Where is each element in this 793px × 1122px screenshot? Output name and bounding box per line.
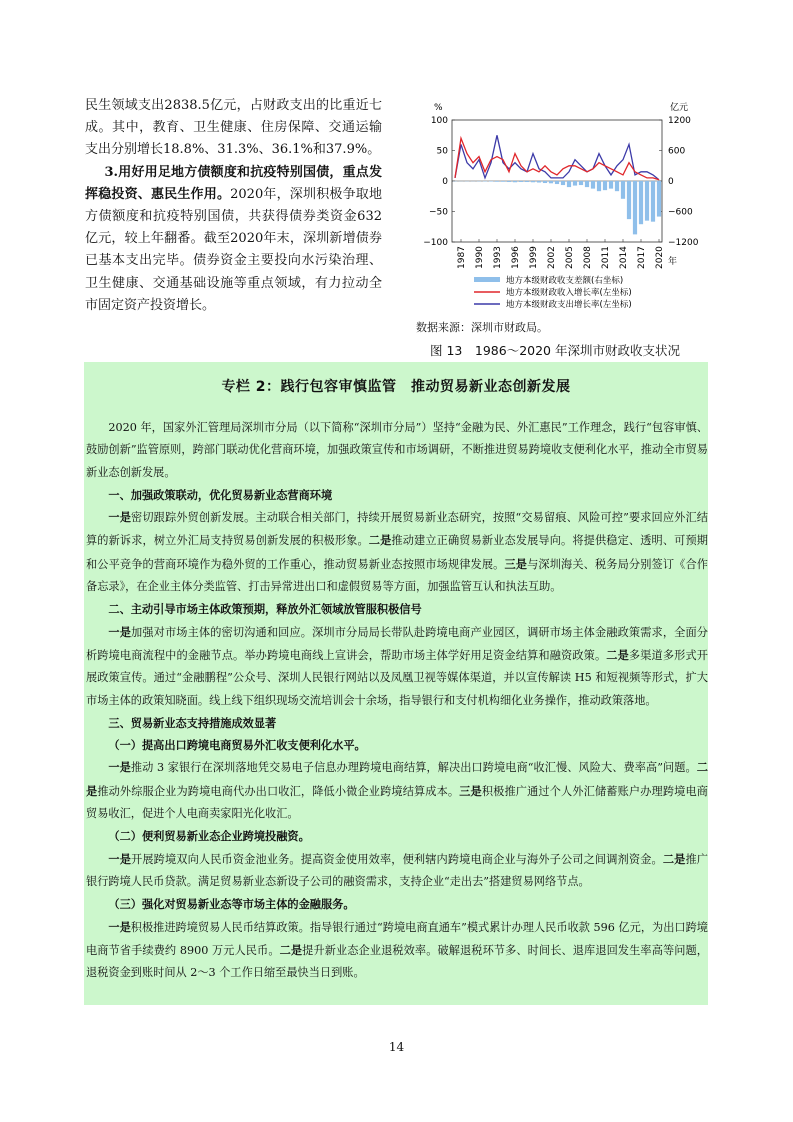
section-heading-2: 二、主动引导市场主体政策预期，释放外汇领域放管服积极信号 (108, 602, 422, 617)
bar-balance (513, 181, 517, 182)
column-intro: 2020 年，国家外汇管理局深圳市分局（以下简称“深圳市分局”）坚持“金融为民、外汇惠民”工作理念，践行“包容审慎、鼓励创新”监管原则，跨部门联动优化营商环境，加强政策宣传和市场调研，不断推进贸易跨境收支便利化水平，推动全市贸易新业态创新发展。 (86, 421, 708, 479)
subsection-3-paragraph (86, 916, 708, 985)
item-marker: 一是 (108, 919, 131, 934)
bar-balance (627, 181, 631, 219)
legend-swatch-bar (474, 277, 500, 282)
bar-balance (537, 181, 541, 183)
bar-balance (561, 181, 565, 185)
legend-label: 地方本级财政收入增长率(左坐标) (506, 288, 632, 298)
left-tick-label: 0 (442, 177, 448, 187)
bar-balance (657, 181, 661, 217)
subsection-heading-1: （一）提高出口跨境电商贸易外汇收支便利化水平。 (108, 738, 366, 753)
chart-bars (453, 181, 661, 234)
legend-label: 地方本级财政支出增长率(左坐标) (506, 300, 632, 310)
item-marker: 一是 (108, 510, 132, 525)
bar-balance (489, 181, 493, 182)
chart-legend (474, 275, 632, 310)
bar-balance (651, 181, 655, 222)
bar-balance (531, 181, 535, 182)
left-tick-label: −50 (429, 207, 448, 218)
section-2-paragraph (86, 621, 708, 712)
item-marker: 二是 (606, 647, 629, 662)
paragraph-local-bonds (85, 162, 382, 317)
right-axis-unit: 亿元 (670, 103, 689, 113)
subsection-1-paragraph (86, 756, 708, 825)
subsection-heading-2: （二）便利贸易新业态企业跨境投融资。 (108, 829, 310, 844)
line-expenditure-growth (455, 135, 659, 180)
item-text: 加强对市场主体的密切沟通和回应。深圳市分局局长带队赴跨境电商产业园区，调研市场主体金融政策需求，全面分析跨境电商流程中的金融节点。举办跨境电商线上宣讲会，帮助市场主体学好用足资金结算和融资政策。 (86, 625, 708, 662)
item-text: 与深圳海关、税务局分别签订《合作备忘录》，在企业主体分类监管、打击异常进出口和虚假贸易等方面，加强监管互认和执法互助。 (86, 557, 708, 594)
item-text: 提升新业态企业退税效率。破解退税环节多、时间长、退库退回发生率高等问题，退税资金到账时间从 2～3 个工作日缩至最快当日到账。 (86, 943, 708, 980)
item-marker: 三是 (504, 556, 528, 571)
bar-balance (615, 181, 619, 191)
bar-balance (597, 181, 601, 191)
item-text: 密切跟踪外贸创新发展。主动联合相关部门，持续开展贸易新业态研究，按照“交易留痕、风险可控”要求回应外汇结算的新诉求，树立外汇局支持贸易创新发展的积极形象。 (86, 511, 708, 548)
right-tick-label: −600 (668, 207, 693, 218)
x-tick-label: 2005 (565, 246, 575, 269)
section-heading-3: 三、贸易新业态支持措施成效显著 (108, 715, 277, 730)
bar-balance (507, 181, 511, 182)
page-number: 14 (388, 1040, 405, 1054)
left-tick-label: −100 (423, 238, 448, 248)
column-box (84, 362, 708, 1005)
bar-balance (501, 181, 505, 182)
bar-balance (573, 181, 577, 186)
column-title: 专栏 2：践行包容审慎监管 推动贸易新业态创新发展 (221, 379, 571, 395)
x-tick-label: 2002 (547, 246, 557, 269)
section-1-paragraph (86, 506, 708, 598)
x-tick-label: 1999 (529, 246, 539, 269)
bar-balance (495, 181, 499, 182)
left-tick-label: 50 (436, 146, 448, 157)
section-heading-1: 一、加强政策联动，优化贸易新业态营商环境 (108, 487, 333, 502)
bar-balance (621, 181, 625, 199)
x-tick-label: 1993 (493, 246, 503, 269)
right-tick-label: 1200 (668, 116, 691, 126)
item-marker: 一是 (108, 851, 132, 866)
item-marker: 一是 (108, 760, 131, 775)
left-tick-label: 100 (430, 116, 448, 126)
subsection-heading-3: （三）强化对贸易新业态等市场主体的金融服务。 (108, 897, 355, 912)
x-tick-label: 2014 (619, 246, 629, 269)
bar-balance (585, 181, 589, 187)
chart-labels (423, 101, 698, 269)
x-tick-label: 2020 (655, 246, 665, 269)
subsection-2-paragraph (86, 848, 708, 894)
bar-balance (525, 181, 529, 182)
bar-balance (567, 181, 571, 187)
bond-heading: 3.用好用足地方债额度和抗疫特别国债，重点发挥稳投资、惠民生作用。 (85, 164, 382, 202)
x-tick-label: 2011 (601, 246, 611, 269)
item-marker: 二是 (279, 942, 303, 957)
bar-balance (555, 181, 559, 184)
figure-source: 数据来源：深圳市财政局。 (416, 321, 548, 334)
bar-balance (639, 181, 643, 224)
figure-caption: 图 13 1986～2020 年深圳市财政收支状况 (430, 343, 680, 358)
x-tick-label: 2008 (583, 246, 593, 269)
item-marker: 二是 (662, 851, 686, 866)
bar-balance (579, 181, 583, 185)
item-text: 积极推进跨境贸易人民币结算政策。指导银行通过“跨境电商直通车”模式累计办理人民币收款 596 亿元，为出口跨境电商节省手续费约 8900 万元人民币。 (86, 920, 708, 957)
item-text: 推动 3 家银行在深圳落地凭交易电子信息办理跨境电商结算，解决出口跨境电商“收汇慢、风险大、费率高”问题。 (130, 761, 697, 775)
column-body (86, 417, 708, 984)
item-text: 推动建立正确贸易新业态发展导向。将提供稳定、透明、可预期和公平竞争的营商环境作为稳外贸的工作重心，推动贸易新业态按照市场规律发展。 (86, 534, 708, 571)
right-tick-label: 0 (668, 177, 674, 187)
item-text: 推动外综服企业为跨境电商代办出口收汇，降低小微企业跨境结算成本。 (97, 784, 460, 798)
bar-balance (519, 181, 523, 182)
item-marker: 三是 (459, 783, 482, 798)
item-text: 积极推广通过个人外汇储蓄账户办理跨境电商贸易收汇，促进个人电商卖家阳光化收汇。 (86, 784, 708, 821)
x-axis-unit: 年 (668, 257, 678, 267)
right-tick-label: 600 (668, 146, 686, 157)
fiscal-chart (408, 95, 698, 317)
left-axis-unit: % (434, 103, 443, 113)
item-marker: 一是 (108, 624, 132, 639)
paragraph-livelihood: 民生领域支出2838.5亿元，占财政支出的比重近七成。其中，教育、卫生健康、住房保障、交通运输支出分别增长18.8%、31.3%、36.1%和37.9%。 (85, 98, 382, 158)
item-text: 多渠道多形式开展政策宣传。通过“金融鹏程”公众号、深圳人民银行网站以及凤凰卫视等媒体渠道，并以宣传解读 H5 和短视频等形式，扩大市场主体的政策知晓面。线上线下组织现场交流培训会十余场，指导银行和支付机构细化业务操作，推动政策落地。 (86, 648, 708, 707)
bar-balance (543, 181, 547, 183)
bar-balance (645, 181, 649, 221)
x-tick-label: 1996 (511, 246, 521, 269)
x-tick-label: 2017 (637, 246, 647, 269)
bar-balance (603, 181, 607, 190)
x-tick-label: 1990 (475, 246, 485, 269)
left-column-text (85, 95, 382, 317)
bar-balance (633, 181, 637, 234)
item-text: 开展跨境双向人民币资金池业务。提高资金使用效率，便利辖内跨境电商企业与海外子公司之间调剂资金。 (131, 852, 663, 866)
bar-balance (591, 181, 595, 189)
bar-balance (549, 181, 553, 183)
item-marker: 二是 (368, 533, 392, 548)
right-tick-label: −1200 (668, 238, 698, 248)
x-tick-label: 1987 (457, 246, 467, 269)
bond-body: 2020年，深圳积极争取地方债额度和抗疫特别国债，共获得债券类资金632亿元，较上年翻番。截至2020年末，深圳新增债券已基本支出完毕。债券资金主要投向水污染治理、卫生健康、交通基础设施等重点领域，有力拉动全市固定资产投资增长。 (85, 186, 382, 313)
legend-label: 地方本级财政收支差额(右坐标) (506, 276, 624, 286)
item-marker: 二是 (86, 760, 708, 798)
item-text: 推广银行跨境人民币贷款。满足贸易新业态新设子公司的融资需求，支持企业“走出去”搭建贸易网络节点。 (86, 852, 708, 888)
bar-balance (609, 181, 613, 189)
chart-lines (455, 135, 659, 180)
